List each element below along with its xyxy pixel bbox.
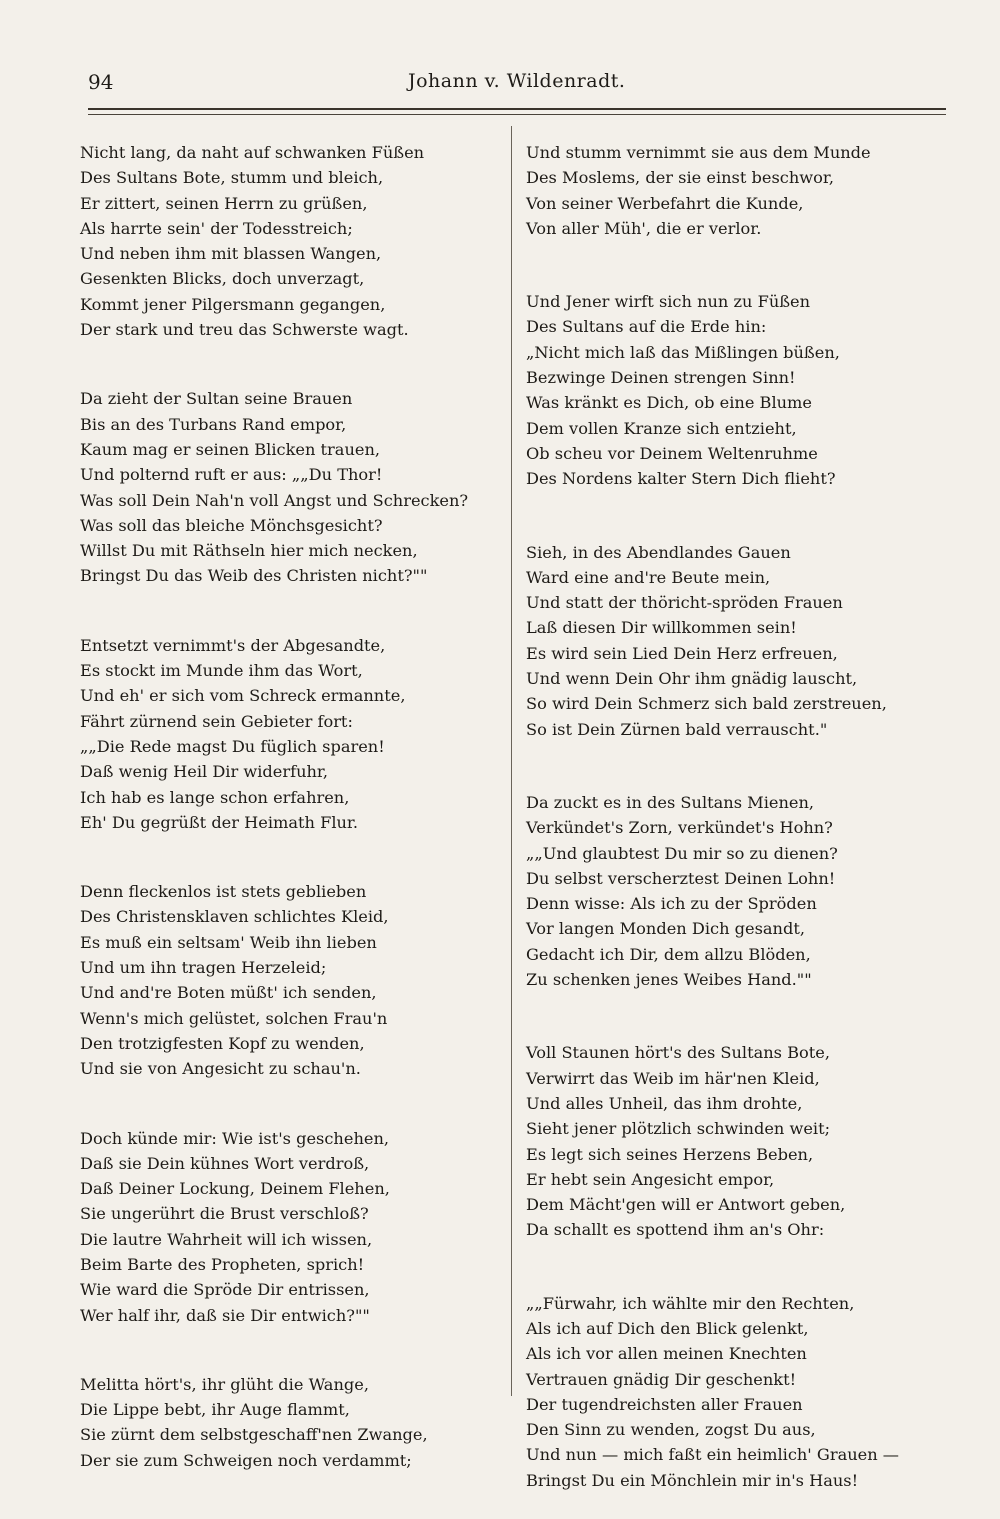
verse-line: Eh' Du gegrüßt der Heimath Flur.	[80, 812, 359, 832]
verse-line: Er zittert, seinen Herrn zu grüßen,	[80, 193, 368, 213]
stanza-gap	[80, 589, 500, 633]
verse-line: Denn fleckenlos ist stets geblieben	[80, 882, 367, 902]
verse-line: Des Christensklaven schlichtes Kleid,	[80, 907, 389, 927]
verse-line: Verwirrt das Weib im här'nen Kleid,	[526, 1068, 820, 1088]
verse-line: Es wird sein Lied Dein Herz erfreuen,	[526, 643, 838, 663]
page-number: 94	[88, 70, 114, 94]
verse-line: Und wenn Dein Ohr ihm gnädig lauscht,	[526, 669, 858, 689]
verse-line: Und um ihn tragen Herzeleid;	[80, 958, 327, 978]
stanza-gap	[526, 992, 936, 1040]
stanza-gap	[526, 492, 936, 540]
verse-line: Sie zürnt dem selbstgeschaff'nen Zwange,	[80, 1425, 428, 1445]
verse-line: Nicht lang, da naht auf schwanken Füßen	[80, 143, 425, 162]
verse-line: Bezwinge Deinen strengen Sinn!	[526, 368, 796, 388]
stanza-gap	[526, 241, 936, 289]
verse-line: Vor langen Monden Dich gesandt,	[526, 919, 805, 939]
verse-line: Wer half ihr, daß sie Dir entwich?""	[80, 1305, 370, 1325]
verse-line: Voll Staunen hört's des Sultans Bote,	[526, 1043, 831, 1063]
verse-line: Sie ungerührt die Brust verschloß?	[80, 1204, 369, 1224]
stanza	[526, 790, 936, 992]
verse-line: Den trotzigfesten Kopf zu wenden,	[80, 1033, 365, 1053]
stanza	[526, 289, 936, 491]
verse-line: Des Nordens kalter Stern Dich flieht?	[526, 469, 836, 489]
running-head: Johann v. Wildenradt.	[408, 70, 626, 92]
header-rule	[88, 108, 946, 110]
verse-line: Verkündet's Zorn, verkündet's Hohn?	[526, 818, 833, 838]
verse-line: Und Jener wirft sich nun zu Füßen	[526, 292, 811, 312]
verse-line: Laß diesen Dir willkommen sein!	[526, 618, 797, 638]
verse-line: Was soll das bleiche Mönchsgesicht?	[80, 515, 383, 535]
verse-line: „„Und glaubtest Du mir so zu dienen?	[526, 843, 838, 863]
verse-line: Wenn's mich gelüstet, solchen Frau'n	[80, 1008, 388, 1028]
verse-line: Beim Barte des Propheten, sprich!	[80, 1254, 365, 1274]
verse-line: Als ich auf Dich den Blick gelenkt,	[526, 1318, 809, 1338]
verse-line: Und nun — mich faßt ein heimlich' Grauen —	[526, 1445, 899, 1465]
verse-line: Kommt jener Pilgersmann gegangen,	[80, 294, 386, 314]
verse-line: Es stockt im Munde ihm das Wort,	[80, 661, 363, 681]
stanza	[526, 1291, 936, 1493]
verse-line: Den Sinn zu wenden, zogst Du aus,	[526, 1420, 816, 1440]
verse-line: Sieht jener plötzlich schwinden weit;	[526, 1119, 831, 1139]
verse-line: Ich hab es lange schon erfahren,	[80, 787, 350, 807]
verse-line: Kaum mag er seinen Blicken trauen,	[80, 439, 381, 459]
verse-line: Als harrte sein' der Todesstreich;	[80, 218, 353, 238]
verse-line: Gesenkten Blicks, doch unverzagt,	[80, 269, 365, 289]
column-divider	[511, 126, 512, 1396]
verse-line: Als ich vor allen meinen Knechten	[526, 1344, 807, 1364]
verse-line: Bis an des Turbans Rand empor,	[80, 414, 347, 434]
verse-line: Der tugendreichsten aller Frauen	[526, 1394, 803, 1414]
verse-line: Die lautre Wahrheit will ich wissen,	[80, 1229, 373, 1249]
stanza-gap	[526, 742, 936, 790]
verse-line: Von seiner Werbefahrt die Kunde,	[526, 193, 804, 213]
left-column	[80, 140, 500, 1473]
verse-line: Was soll Dein Nah'n voll Angst und Schrecken?	[80, 490, 469, 510]
verse-line: Es muß ein seltsam' Weib ihn lieben	[80, 932, 377, 952]
verse-line: „„Fürwahr, ich wählte mir den Rechten,	[526, 1293, 855, 1313]
verse-line: Der stark und treu das Schwerste wagt.	[80, 320, 409, 340]
verse-line: Es legt sich seines Herzens Beben,	[526, 1144, 814, 1164]
verse-line: Von aller Müh', die er verlor.	[526, 218, 762, 238]
verse-line: Und polternd ruft er aus: „„Du Thor!	[80, 465, 383, 485]
verse-line: Daß sie Dein kühnes Wort verdroß,	[80, 1153, 370, 1173]
stanza	[526, 540, 936, 742]
stanza-gap	[80, 1328, 500, 1372]
verse-line: Da schallt es spottend ihm an's Ohr:	[526, 1220, 825, 1240]
verse-line: Du selbst verscherztest Deinen Lohn!	[526, 868, 836, 888]
verse-line: Zu schenken jenes Weibes Hand.""	[526, 970, 812, 990]
verse-line: Fährt zürnend sein Gebieter fort:	[80, 711, 353, 731]
stanza	[526, 1040, 936, 1242]
stanza	[80, 879, 500, 1081]
verse-line: Was kränkt es Dich, ob eine Blume	[526, 393, 812, 413]
verse-line: Und alles Unheil, das ihm drohte,	[526, 1093, 803, 1113]
verse-line: Gedacht ich Dir, dem allzu Blöden,	[526, 944, 811, 964]
stanza	[80, 1372, 500, 1473]
stanza	[80, 633, 500, 835]
verse-line: Wie ward die Spröde Dir entrissen,	[80, 1280, 370, 1300]
verse-line: Melitta hört's, ihr glüht die Wange,	[80, 1374, 369, 1394]
verse-line: Da zuckt es in des Sultans Mienen,	[526, 792, 815, 812]
verse-line: Und sie von Angesicht zu schau'n.	[80, 1059, 361, 1079]
verse-line: Des Sultans auf die Erde hin:	[526, 317, 767, 337]
verse-line: Des Moslems, der sie einst beschwor,	[526, 168, 834, 188]
verse-line: Und neben ihm mit blassen Wangen,	[80, 244, 382, 264]
verse-line: Daß Deiner Lockung, Deinem Flehen,	[80, 1179, 390, 1199]
stanza	[526, 140, 936, 241]
verse-line: Dem vollen Kranze sich entzieht,	[526, 418, 797, 438]
verse-line: Ob scheu vor Deinem Weltenruhme	[526, 443, 818, 463]
verse-line: „Nicht mich laß das Mißlingen büßen,	[526, 342, 840, 362]
verse-line: Daß wenig Heil Dir widerfuhr,	[80, 762, 329, 782]
verse-line: „„Die Rede magst Du füglich sparen!	[80, 736, 385, 756]
stanza-gap	[80, 1082, 500, 1126]
verse-line: Entsetzt vernimmt's der Abgesandte,	[80, 635, 386, 655]
verse-line: Und eh' er sich vom Schreck ermannte,	[80, 686, 406, 706]
verse-line: Sieh, in des Abendlandes Gauen	[526, 542, 791, 562]
stanza	[80, 386, 500, 588]
stanza-gap	[80, 342, 500, 386]
verse-line: Und stumm vernimmt sie aus dem Munde	[526, 143, 871, 162]
verse-line: Und and're Boten müßt' ich senden,	[80, 983, 377, 1003]
right-column	[526, 140, 936, 1493]
stanza	[80, 140, 500, 342]
verse-line: Da zieht der Sultan seine Brauen	[80, 389, 353, 409]
stanza	[80, 1126, 500, 1328]
verse-line: Dem Mächt'gen will er Antwort geben,	[526, 1195, 846, 1215]
verse-line: Der sie zum Schweigen noch verdammt;	[80, 1450, 412, 1470]
header-rule-thin	[88, 114, 946, 115]
stanza-gap	[80, 835, 500, 879]
verse-line: Und statt der thöricht-spröden Frauen	[526, 593, 843, 613]
verse-line: Vertrauen gnädig Dir geschenkt!	[526, 1369, 797, 1389]
verse-line: Er hebt sein Angesicht empor,	[526, 1169, 775, 1189]
verse-line: Ward eine and're Beute mein,	[526, 567, 771, 587]
verse-line: Die Lippe bebt, ihr Auge flammt,	[80, 1400, 350, 1420]
verse-line: Denn wisse: Als ich zu der Spröden	[526, 894, 817, 914]
verse-line: So wird Dein Schmerz sich bald zerstreuen,	[526, 694, 887, 714]
verse-line: So ist Dein Zürnen bald verrauscht."	[526, 719, 828, 739]
page-header	[88, 70, 948, 100]
verse-line: Bringst Du ein Mönchlein mir in's Haus!	[526, 1470, 859, 1490]
stanza-gap	[526, 1243, 936, 1291]
verse-line: Doch künde mir: Wie ist's geschehen,	[80, 1128, 390, 1148]
verse-line: Willst Du mit Räthseln hier mich necken,	[80, 541, 418, 561]
verse-line: Des Sultans Bote, stumm und bleich,	[80, 168, 384, 188]
verse-line: Bringst Du das Weib des Christen nicht?""	[80, 566, 428, 586]
